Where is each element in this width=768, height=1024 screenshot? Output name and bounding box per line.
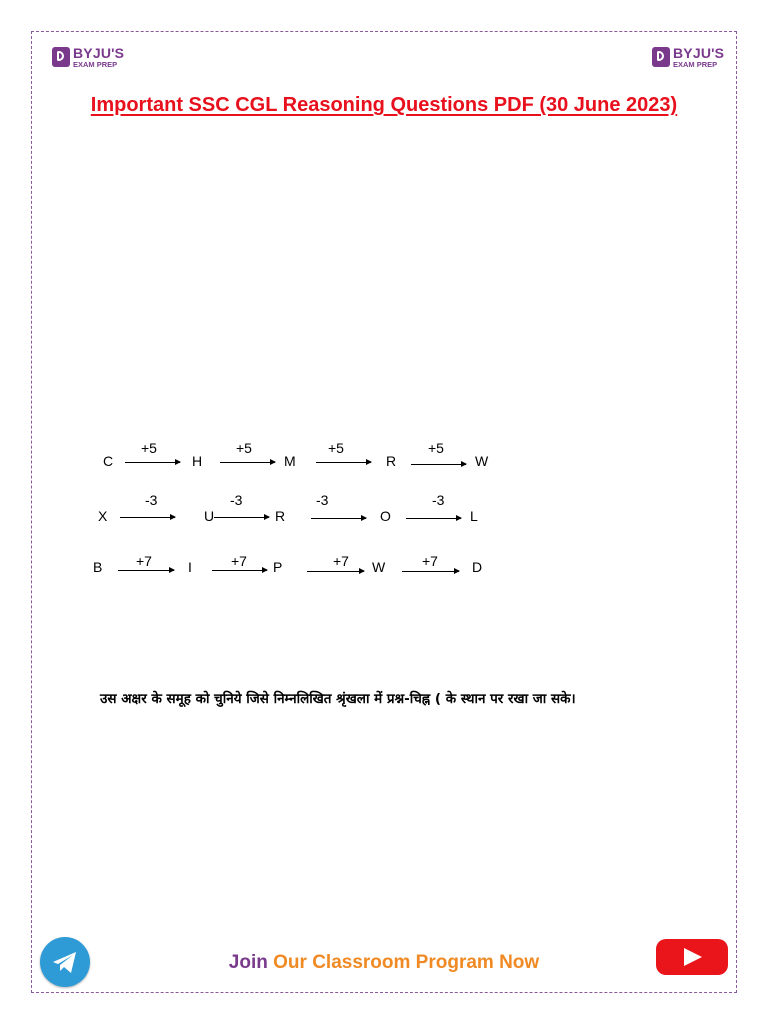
series-letter: M: [284, 453, 296, 469]
series-letter: B: [93, 559, 103, 575]
arrow-icon: [214, 517, 269, 518]
logo-brand: BYJU'S: [73, 44, 125, 61]
logo-sub: EXAM PREP: [73, 59, 118, 69]
series-letter: P: [273, 559, 283, 575]
arrow-icon: [406, 518, 461, 519]
series-letter: R: [386, 453, 397, 469]
question-text: उस अक्षर के समूह को चुनिये जिसे निम्नलिखित श्रृंखला में प्रश्न-चिह्न ( के स्थान पर रखा जा सके।: [100, 691, 576, 707]
logo-sub: EXAM PREP: [673, 59, 718, 69]
arrow-icon: [307, 571, 364, 572]
arrow-icon: [118, 570, 174, 571]
series-operation: -3: [316, 492, 329, 508]
join-classroom-link[interactable]: [0, 952, 768, 974]
arrow-icon: [402, 571, 459, 572]
series-operation: +7: [136, 553, 152, 569]
series-operation: +7: [333, 553, 349, 569]
arrow-icon: [125, 462, 180, 463]
arrow-icon: [316, 462, 371, 463]
arrow-icon: [120, 517, 175, 518]
series-letter: C: [103, 453, 114, 469]
series-operation: -3: [230, 492, 243, 508]
youtube-icon[interactable]: [656, 939, 728, 975]
arrow-icon: [311, 518, 366, 519]
series-operation: +5: [328, 440, 344, 456]
series-operation: +5: [141, 440, 157, 456]
logo-brand: BYJU'S: [673, 44, 725, 61]
classroom-cta-label: Our Classroom Program Now: [273, 952, 540, 973]
series-letter: D: [472, 559, 483, 575]
arrow-icon: [411, 464, 466, 465]
series-letter: X: [98, 508, 108, 524]
arrow-icon: [220, 462, 275, 463]
series-letter: L: [470, 508, 478, 524]
series-letter: W: [475, 453, 489, 469]
page-title: Important SSC CGL Reasoning Questions PDF (30 June 2023): [90, 94, 678, 116]
arrow-icon: [212, 570, 267, 571]
series-operation: +7: [231, 553, 247, 569]
series-operation: -3: [432, 492, 445, 508]
series-letter: H: [192, 453, 203, 469]
series-operation: +5: [236, 440, 252, 456]
series-letter: I: [188, 559, 192, 575]
series-letter: W: [372, 559, 386, 575]
series-letter: R: [275, 508, 286, 524]
join-label: Join: [228, 952, 268, 973]
series-operation: -3: [145, 492, 158, 508]
series-letter: U: [204, 508, 215, 524]
series-operation: +7: [422, 553, 438, 569]
series-letter: O: [380, 508, 391, 524]
series-operation: +5: [428, 440, 444, 456]
